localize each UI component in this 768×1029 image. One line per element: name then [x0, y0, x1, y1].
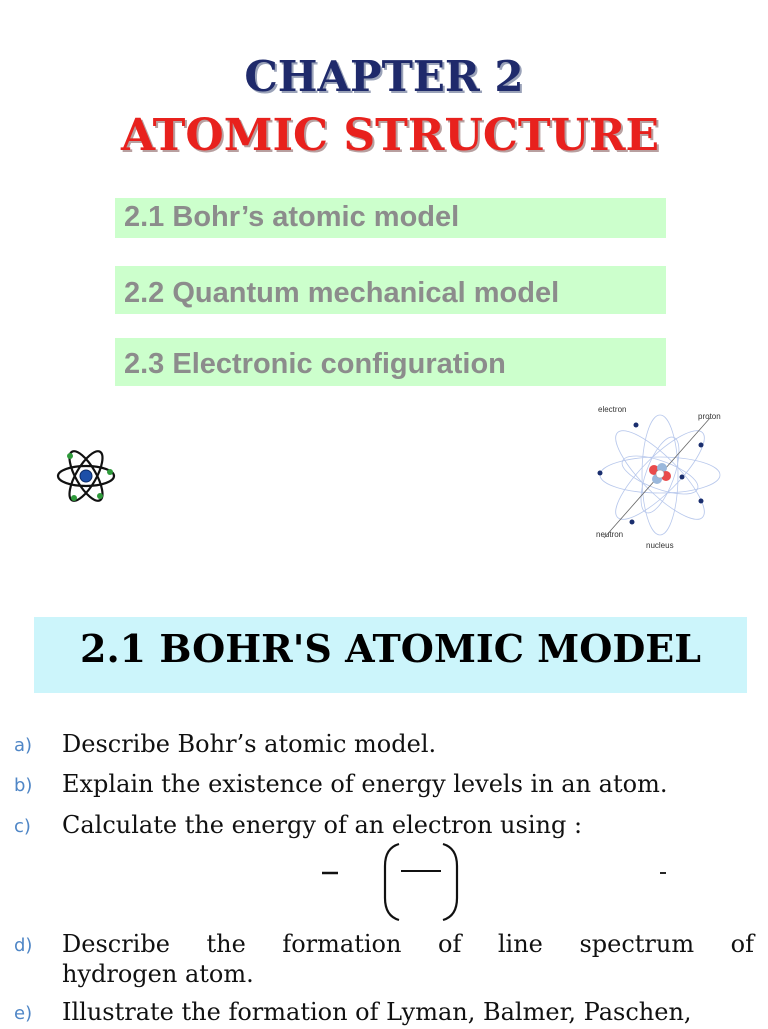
- topic-heading: ATOMIC STRUCTURE: [120, 110, 660, 161]
- atom-structure-diagram: [590, 400, 730, 555]
- objective-text: Calculate the energy of an electron using :: [62, 811, 583, 839]
- label-nucleus: nucleus: [646, 541, 674, 550]
- objective-text: Explain the existence of energy levels in an atom.: [62, 770, 668, 798]
- list-marker: e): [14, 1003, 33, 1024]
- list-marker: b): [14, 775, 33, 796]
- section-banner: [34, 617, 747, 693]
- label-proton: proton: [698, 412, 721, 421]
- objective-text: Describe Bohr’s atomic model.: [62, 730, 437, 758]
- section-title: 2.1 BOHR'S ATOMIC MODEL: [80, 626, 701, 671]
- list-marker: c): [14, 816, 31, 837]
- subtopic-2: 2.2 Quantum mechanical model: [115, 266, 666, 314]
- subtopic-1: 2.1 Bohr’s atomic model: [115, 198, 666, 238]
- atom-icon: [54, 444, 118, 508]
- list-marker: d): [14, 935, 33, 956]
- energy-formula: [0, 836, 768, 926]
- objective-text: Illustrate the formation of Lyman, Balmer, Paschen,: [62, 998, 692, 1026]
- list-marker: a): [14, 735, 33, 756]
- objective-text-line2: hydrogen atom.: [62, 960, 254, 988]
- label-neutron: neutron: [596, 530, 624, 539]
- content-slide: [0, 590, 768, 1024]
- chapter-heading: CHAPTER 2: [244, 52, 524, 101]
- subtopic-3: 2.3 Electronic configuration: [115, 338, 666, 386]
- objective-text: Describe the formation of line spectrum of: [62, 930, 754, 958]
- label-electron: electron: [598, 405, 627, 414]
